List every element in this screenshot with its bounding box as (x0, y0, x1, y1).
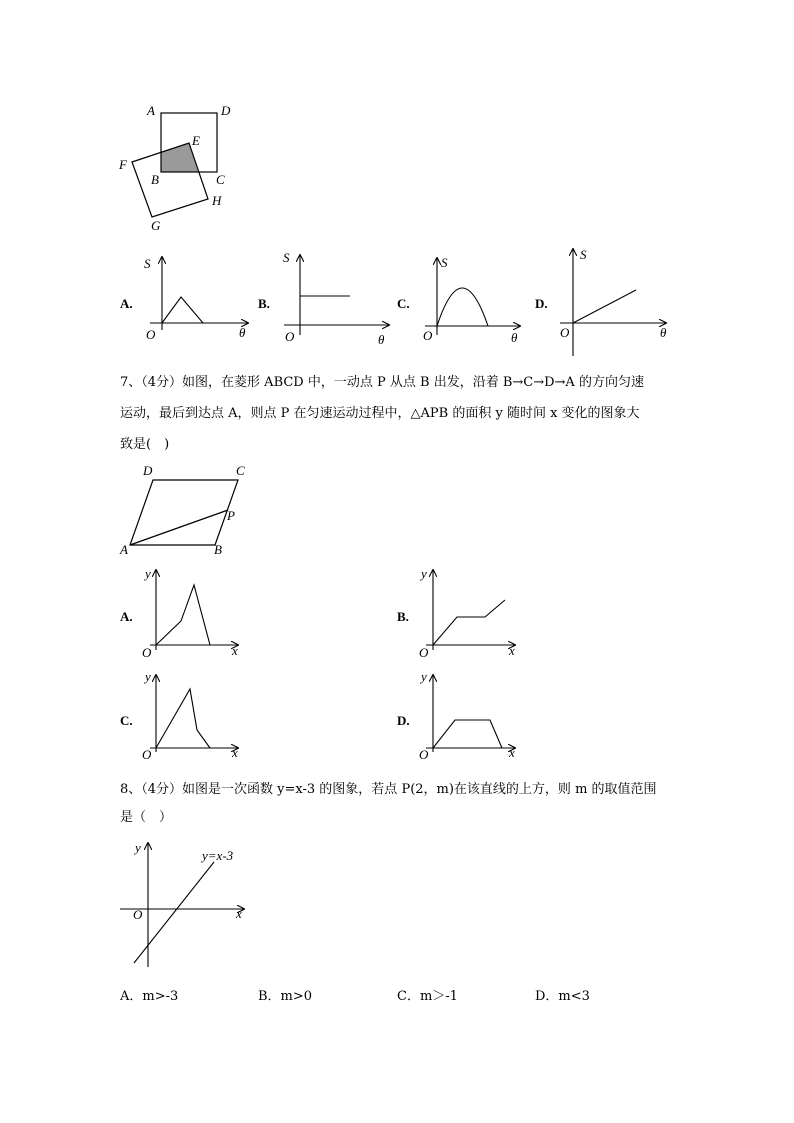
q7-label-B: B (214, 542, 222, 557)
q6-option-c-label[interactable]: C. (397, 296, 410, 311)
q6c-origin: O (423, 328, 433, 343)
q7-text-line3: 致是( ) (120, 437, 170, 452)
q7a-x-label: x (232, 643, 238, 658)
q7-label-A: A (120, 542, 128, 557)
q8-option-a[interactable]: A．m>-3 (120, 989, 179, 1004)
q7-label-P: P (227, 508, 235, 523)
q6a-x-label: θ (239, 325, 246, 340)
q6b-x-label: θ (378, 332, 385, 347)
q7b-origin: O (419, 645, 429, 660)
q8-y-label: y (135, 840, 141, 855)
q7c-origin: O (142, 747, 152, 762)
q6c-x-label: θ (511, 330, 518, 345)
q7c-x-label: x (232, 745, 238, 760)
q8-x-label: x (236, 906, 242, 921)
q8-option-d[interactable]: D．m<3 (535, 989, 590, 1004)
q6-option-b-label[interactable]: B. (258, 296, 270, 311)
q8-option-b[interactable]: B．m>0 (258, 989, 313, 1004)
label-G: G (151, 218, 161, 233)
q7d-origin: O (419, 747, 429, 762)
label-A: A (147, 103, 155, 118)
q6b-origin: O (285, 329, 295, 344)
q7a-origin: O (142, 645, 152, 660)
label-C: C (216, 172, 225, 187)
label-D: D (221, 103, 231, 118)
q8-line-label: y=x-3 (202, 848, 234, 863)
label-F: F (119, 157, 127, 172)
q6d-y-label: S (580, 247, 587, 262)
label-E: E (192, 133, 200, 148)
q7c-y-label: y (145, 669, 151, 684)
q8-function-line (134, 862, 214, 963)
q7-option-a-label[interactable]: A. (120, 609, 133, 624)
q7-text-line1: 7、（4分）如图，在菱形 ABCD 中，一动点 P 从点 B 出发，沿着 B→C→D→A 的方向匀速 (120, 375, 644, 390)
q6-option-a-label[interactable]: A. (120, 296, 133, 311)
q7-label-C: C (236, 463, 245, 478)
q7-option-b-label[interactable]: B. (397, 609, 409, 624)
q6-option-d-label[interactable]: D. (535, 296, 548, 311)
q7-text-line2: 运动，最后到达点 A，则点 P 在匀速运动过程中，△APB 的面积 y 随时间 x 变化的图象大 (120, 406, 640, 421)
q6a-y-label: S (144, 256, 151, 271)
label-H: H (212, 193, 222, 208)
q7b-x-label: x (509, 643, 515, 658)
q8-option-c[interactable]: C．m＞-1 (397, 989, 458, 1004)
q6d-origin: O (560, 325, 570, 340)
q7b-y-label: y (421, 566, 427, 581)
q7d-y-label: y (421, 669, 427, 684)
q6a-origin: O (146, 327, 156, 342)
q6b-y-label: S (283, 250, 290, 265)
q8-text-line2: 是（ ） (120, 810, 173, 825)
q6c-y-label: S (441, 255, 448, 270)
q7-option-c-label[interactable]: C. (120, 713, 133, 728)
q7d-x-label: x (509, 745, 515, 760)
q8-text-line1: 8、（4分）如图是一次函数 y=x-3 的图象，若点 P(2，m)在该直线的上方，则 m 的取值范围 (120, 782, 657, 797)
q7a-y-label: y (145, 566, 151, 581)
q8-origin: O (133, 907, 143, 922)
q6d-x-label: θ (660, 325, 667, 340)
q7-label-D: D (143, 463, 153, 478)
label-B: B (151, 172, 159, 187)
q7-option-d-label[interactable]: D. (397, 713, 410, 728)
